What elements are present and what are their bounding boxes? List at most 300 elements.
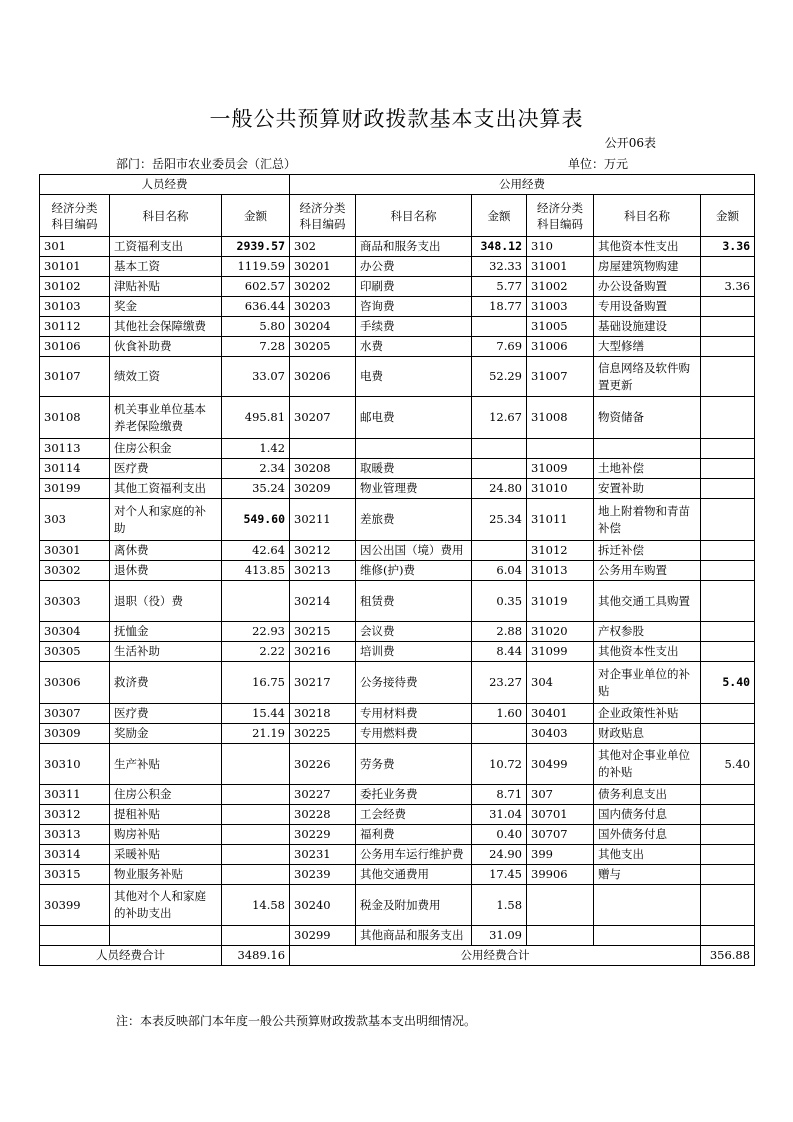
cell-subject-name: 产权参股 xyxy=(594,622,701,642)
table-row xyxy=(40,237,755,257)
cell-subject-name: 奖励金 xyxy=(110,724,222,744)
cell-econ-code: 31003 xyxy=(527,297,594,317)
cell-amount: 52.29 xyxy=(472,357,527,397)
table-row xyxy=(40,642,755,662)
cell-subject-name xyxy=(594,439,701,459)
cell-amount xyxy=(222,785,290,805)
cell-amount: 15.44 xyxy=(222,704,290,724)
cell-amount: 17.45 xyxy=(472,865,527,885)
public-total-label: 公用经费合计 xyxy=(290,946,701,966)
cell-subject-name: 抚恤金 xyxy=(110,622,222,642)
cell-econ-code: 30102 xyxy=(40,277,110,297)
cell-econ-code xyxy=(290,439,356,459)
cell-subject-name: 拆迁补偿 xyxy=(594,541,701,561)
cell-amount: 32.33 xyxy=(472,257,527,277)
cell-subject-name: 福利费 xyxy=(356,825,472,845)
cell-econ-code: 30229 xyxy=(290,825,356,845)
cell-subject-name: 机关事业单位基本养老保险缴费 xyxy=(110,397,222,439)
cell-subject-name: 其他工资福利支出 xyxy=(110,479,222,499)
cell-amount: 25.34 xyxy=(472,499,527,541)
cell-econ-code: 30207 xyxy=(290,397,356,439)
cell-econ-code: 31006 xyxy=(527,337,594,357)
cell-subject-name: 其他商品和服务支出 xyxy=(356,926,472,946)
cell-amount: 348.12 xyxy=(472,237,527,257)
cell-subject-name: 医疗费 xyxy=(110,459,222,479)
cell-amount xyxy=(222,926,290,946)
cell-econ-code: 399 xyxy=(527,845,594,865)
cell-amount: 5.40 xyxy=(701,744,755,785)
cell-econ-code: 30101 xyxy=(40,257,110,277)
cell-econ-code: 30299 xyxy=(290,926,356,946)
cell-subject-name: 土地补偿 xyxy=(594,459,701,479)
cell-econ-code: 30213 xyxy=(290,561,356,581)
cell-subject-name: 住房公积金 xyxy=(110,785,222,805)
cell-econ-code: 30311 xyxy=(40,785,110,805)
cell-amount xyxy=(222,744,290,785)
cell-amount: 10.72 xyxy=(472,744,527,785)
cell-subject-name: 商品和服务支出 xyxy=(356,237,472,257)
cell-amount: 42.64 xyxy=(222,541,290,561)
cell-econ-code: 30310 xyxy=(40,744,110,785)
cell-amount: 7.69 xyxy=(472,337,527,357)
cell-amount xyxy=(701,724,755,744)
cell-subject-name: 差旅费 xyxy=(356,499,472,541)
cell-subject-name: 公务用车运行维护费 xyxy=(356,845,472,865)
cell-subject-name: 其他交通费用 xyxy=(356,865,472,885)
unit-label: 单位：万元 xyxy=(568,157,629,171)
cell-subject-name: 奖金 xyxy=(110,297,222,317)
cell-amount: 3.36 xyxy=(701,237,755,257)
cell-amount: 16.75 xyxy=(222,662,290,704)
cell-econ-code: 30114 xyxy=(40,459,110,479)
cell-subject-name: 离休费 xyxy=(110,541,222,561)
table-row xyxy=(40,541,755,561)
cell-subject-name: 国内债务付息 xyxy=(594,805,701,825)
cell-subject-name: 取暖费 xyxy=(356,459,472,479)
cell-amount: 1119.59 xyxy=(222,257,290,277)
cell-econ-code: 30204 xyxy=(290,317,356,337)
cell-amount xyxy=(701,845,755,865)
cell-econ-code: 304 xyxy=(527,662,594,704)
cell-amount xyxy=(701,865,755,885)
cell-subject-name: 培训费 xyxy=(356,642,472,662)
table-row xyxy=(40,744,755,785)
cell-subject-name: 大型修缮 xyxy=(594,337,701,357)
cell-econ-code: 30203 xyxy=(290,297,356,317)
cell-econ-code: 30315 xyxy=(40,865,110,885)
cell-subject-name: 工会经费 xyxy=(356,805,472,825)
cell-econ-code: 30305 xyxy=(40,642,110,662)
cell-econ-code: 30209 xyxy=(290,479,356,499)
cell-econ-code: 31099 xyxy=(527,642,594,662)
cell-subject-name: 债务利息支出 xyxy=(594,785,701,805)
cell-subject-name: 税金及附加费用 xyxy=(356,885,472,926)
cell-amount: 6.04 xyxy=(472,561,527,581)
cell-econ-code: 30225 xyxy=(290,724,356,744)
cell-amount xyxy=(701,541,755,561)
cell-subject-name xyxy=(594,926,701,946)
cell-econ-code: 30701 xyxy=(527,805,594,825)
cell-amount: 2.34 xyxy=(222,459,290,479)
cell-subject-name: 专用燃料费 xyxy=(356,724,472,744)
cell-subject-name: 生活补助 xyxy=(110,642,222,662)
cell-econ-code: 30217 xyxy=(290,662,356,704)
cell-econ-code: 30312 xyxy=(40,805,110,825)
cell-amount: 5.77 xyxy=(472,277,527,297)
cell-amount: 1.58 xyxy=(472,885,527,926)
cell-subject-name: 救济费 xyxy=(110,662,222,704)
totals-row xyxy=(40,946,755,966)
cell-econ-code: 30401 xyxy=(527,704,594,724)
cell-econ-code: 31002 xyxy=(527,277,594,297)
col-subject-name: 科目名称 xyxy=(110,195,222,237)
cell-amount xyxy=(472,317,527,337)
table-row xyxy=(40,397,755,439)
cell-econ-code: 30218 xyxy=(290,704,356,724)
cell-subject-name: 其他资本性支出 xyxy=(594,237,701,257)
cell-subject-name: 安置补助 xyxy=(594,479,701,499)
public-header: 公用经费 xyxy=(290,175,755,195)
cell-econ-code: 30112 xyxy=(40,317,110,337)
cell-amount: 18.77 xyxy=(472,297,527,317)
cell-amount xyxy=(701,581,755,622)
cell-amount xyxy=(701,297,755,317)
cell-subject-name: 赠与 xyxy=(594,865,701,885)
cell-econ-code: 30212 xyxy=(290,541,356,561)
cell-econ-code: 30226 xyxy=(290,744,356,785)
public-total-value: 356.88 xyxy=(701,946,755,966)
cell-amount: 14.58 xyxy=(222,885,290,926)
cell-econ-code: 30240 xyxy=(290,885,356,926)
cell-subject-name: 专用材料费 xyxy=(356,704,472,724)
cell-econ-code: 31020 xyxy=(527,622,594,642)
cell-subject-name: 其他资本性支出 xyxy=(594,642,701,662)
column-header-row xyxy=(40,195,755,237)
cell-amount xyxy=(472,459,527,479)
cell-amount: 24.80 xyxy=(472,479,527,499)
cell-amount: 636.44 xyxy=(222,297,290,317)
cell-amount xyxy=(472,439,527,459)
cell-subject-name: 津贴补贴 xyxy=(110,277,222,297)
cell-econ-code: 31011 xyxy=(527,499,594,541)
table-row xyxy=(40,825,755,845)
cell-subject-name: 因公出国（境）费用 xyxy=(356,541,472,561)
cell-econ-code: 30301 xyxy=(40,541,110,561)
cell-amount: 1.42 xyxy=(222,439,290,459)
cell-amount xyxy=(701,825,755,845)
cell-econ-code: 30306 xyxy=(40,662,110,704)
table-row xyxy=(40,865,755,885)
cell-amount: 495.81 xyxy=(222,397,290,439)
col-econ-code: 经济分类 科目编码 xyxy=(40,195,110,237)
cell-econ-code: 31010 xyxy=(527,479,594,499)
cell-econ-code: 30113 xyxy=(40,439,110,459)
cell-subject-name: 绩效工资 xyxy=(110,357,222,397)
cell-subject-name: 医疗费 xyxy=(110,704,222,724)
department-label: 部门：岳阳市农业委员会（汇总） xyxy=(116,157,297,171)
table-row xyxy=(40,724,755,744)
cell-econ-code: 30239 xyxy=(290,865,356,885)
table-code: 公开06表 xyxy=(604,136,656,150)
table-row xyxy=(40,459,755,479)
cell-subject-name: 生产补贴 xyxy=(110,744,222,785)
cell-subject-name: 企业政策性补贴 xyxy=(594,704,701,724)
cell-subject-name: 财政贴息 xyxy=(594,724,701,744)
cell-amount: 5.80 xyxy=(222,317,290,337)
cell-amount: 5.40 xyxy=(701,662,755,704)
cell-amount: 12.67 xyxy=(472,397,527,439)
cell-econ-code: 30228 xyxy=(290,805,356,825)
cell-amount: 7.28 xyxy=(222,337,290,357)
col-subject-name: 科目名称 xyxy=(356,195,472,237)
cell-econ-code: 30211 xyxy=(290,499,356,541)
cell-amount xyxy=(701,885,755,926)
cell-subject-name: 办公设备购置 xyxy=(594,277,701,297)
cell-subject-name: 水费 xyxy=(356,337,472,357)
cell-econ-code: 31008 xyxy=(527,397,594,439)
cell-amount xyxy=(701,317,755,337)
cell-amount xyxy=(222,805,290,825)
col-econ-code: 经济分类 科目编码 xyxy=(290,195,356,237)
cell-subject-name: 咨询费 xyxy=(356,297,472,317)
cell-amount: 2.88 xyxy=(472,622,527,642)
cell-subject-name: 基本工资 xyxy=(110,257,222,277)
cell-subject-name xyxy=(110,926,222,946)
cell-subject-name: 退职（役）费 xyxy=(110,581,222,622)
cell-subject-name: 房屋建筑物购建 xyxy=(594,257,701,277)
cell-amount xyxy=(701,926,755,946)
cell-subject-name: 伙食补助费 xyxy=(110,337,222,357)
cell-amount: 8.44 xyxy=(472,642,527,662)
cell-amount: 33.07 xyxy=(222,357,290,397)
cell-subject-name xyxy=(594,885,701,926)
cell-amount: 0.35 xyxy=(472,581,527,622)
cell-subject-name: 基础设施建设 xyxy=(594,317,701,337)
cell-amount xyxy=(222,825,290,845)
table-row xyxy=(40,317,755,337)
cell-econ-code: 301 xyxy=(40,237,110,257)
cell-amount: 3.36 xyxy=(701,277,755,297)
cell-econ-code: 30103 xyxy=(40,297,110,317)
table-row xyxy=(40,439,755,459)
cell-subject-name: 公务接待费 xyxy=(356,662,472,704)
cell-econ-code: 31005 xyxy=(527,317,594,337)
cell-amount xyxy=(701,459,755,479)
cell-econ-code: 30216 xyxy=(290,642,356,662)
cell-econ-code: 30215 xyxy=(290,622,356,642)
cell-subject-name: 电费 xyxy=(356,357,472,397)
cell-subject-name: 维修(护)费 xyxy=(356,561,472,581)
cell-econ-code: 30108 xyxy=(40,397,110,439)
cell-econ-code xyxy=(527,439,594,459)
cell-econ-code: 30214 xyxy=(290,581,356,622)
table-row xyxy=(40,479,755,499)
table-row xyxy=(40,257,755,277)
personnel-header: 人员经费 xyxy=(40,175,290,195)
cell-amount: 0.40 xyxy=(472,825,527,845)
cell-subject-name: 手续费 xyxy=(356,317,472,337)
page-title: 一般公共预算财政拨款基本支出决算表 xyxy=(209,107,584,131)
cell-amount: 549.60 xyxy=(222,499,290,541)
cell-amount xyxy=(701,561,755,581)
cell-subject-name: 对个人和家庭的补助 xyxy=(110,499,222,541)
cell-amount xyxy=(701,439,755,459)
cell-amount xyxy=(701,357,755,397)
cell-amount xyxy=(701,642,755,662)
cell-subject-name: 物资储备 xyxy=(594,397,701,439)
table-row xyxy=(40,581,755,622)
table-row xyxy=(40,885,755,926)
col-amount: 金额 xyxy=(222,195,290,237)
cell-econ-code: 30199 xyxy=(40,479,110,499)
cell-amount xyxy=(701,704,755,724)
cell-subject-name: 其他社会保障缴费 xyxy=(110,317,222,337)
cell-econ-code: 31019 xyxy=(527,581,594,622)
col-amount: 金额 xyxy=(472,195,527,237)
cell-subject-name: 公务用车购置 xyxy=(594,561,701,581)
cell-subject-name xyxy=(356,439,472,459)
cell-amount xyxy=(701,622,755,642)
cell-subject-name: 物业管理费 xyxy=(356,479,472,499)
cell-econ-code: 30231 xyxy=(290,845,356,865)
cell-econ-code: 302 xyxy=(290,237,356,257)
cell-subject-name: 信息网络及软件购置更新 xyxy=(594,357,701,397)
table-row xyxy=(40,499,755,541)
cell-econ-code: 30499 xyxy=(527,744,594,785)
cell-subject-name: 印刷费 xyxy=(356,277,472,297)
cell-subject-name: 邮电费 xyxy=(356,397,472,439)
cell-econ-code: 30314 xyxy=(40,845,110,865)
cell-econ-code: 30202 xyxy=(290,277,356,297)
cell-econ-code: 30106 xyxy=(40,337,110,357)
cell-subject-name: 其他对个人和家庭的补助支出 xyxy=(110,885,222,926)
cell-amount xyxy=(701,805,755,825)
col-econ-code: 经济分类 科目编码 xyxy=(527,195,594,237)
cell-econ-code: 30201 xyxy=(290,257,356,277)
cell-econ-code: 30307 xyxy=(40,704,110,724)
table-row xyxy=(40,357,755,397)
cell-econ-code: 31001 xyxy=(527,257,594,277)
cell-subject-name: 办公费 xyxy=(356,257,472,277)
cell-econ-code: 30107 xyxy=(40,357,110,397)
cell-econ-code: 303 xyxy=(40,499,110,541)
cell-subject-name: 住房公积金 xyxy=(110,439,222,459)
cell-econ-code: 307 xyxy=(527,785,594,805)
cell-subject-name: 其他对企事业单位的补贴 xyxy=(594,744,701,785)
cell-subject-name: 专用设备购置 xyxy=(594,297,701,317)
cell-subject-name: 劳务费 xyxy=(356,744,472,785)
cell-amount: 31.04 xyxy=(472,805,527,825)
table-row xyxy=(40,845,755,865)
cell-amount: 8.71 xyxy=(472,785,527,805)
cell-amount xyxy=(472,541,527,561)
cell-econ-code: 30707 xyxy=(527,825,594,845)
cell-econ-code: 30227 xyxy=(290,785,356,805)
cell-subject-name: 采暖补贴 xyxy=(110,845,222,865)
cell-econ-code: 30304 xyxy=(40,622,110,642)
cell-subject-name: 国外债务付息 xyxy=(594,825,701,845)
table-row xyxy=(40,277,755,297)
cell-subject-name: 租赁费 xyxy=(356,581,472,622)
cell-amount: 602.57 xyxy=(222,277,290,297)
cell-amount xyxy=(222,581,290,622)
cell-econ-code: 30302 xyxy=(40,561,110,581)
table-row xyxy=(40,561,755,581)
table-row xyxy=(40,805,755,825)
cell-subject-name: 退休费 xyxy=(110,561,222,581)
cell-econ-code: 30403 xyxy=(527,724,594,744)
cell-econ-code: 30399 xyxy=(40,885,110,926)
cell-econ-code xyxy=(40,926,110,946)
col-amount: 金额 xyxy=(701,195,755,237)
cell-amount: 2939.57 xyxy=(222,237,290,257)
expenditure-table xyxy=(39,174,755,966)
cell-amount: 1.60 xyxy=(472,704,527,724)
cell-subject-name: 委托业务费 xyxy=(356,785,472,805)
cell-amount xyxy=(222,865,290,885)
cell-amount: 21.19 xyxy=(222,724,290,744)
personnel-total-value: 3489.16 xyxy=(222,946,290,966)
cell-econ-code: 30303 xyxy=(40,581,110,622)
cell-econ-code: 30313 xyxy=(40,825,110,845)
table-row xyxy=(40,297,755,317)
cell-amount: 24.90 xyxy=(472,845,527,865)
cell-amount xyxy=(701,499,755,541)
footnote: 注：本表反映部门本年度一般公共预算财政拨款基本支出明细情况。 xyxy=(116,1014,477,1028)
cell-econ-code: 30205 xyxy=(290,337,356,357)
cell-econ-code: 30206 xyxy=(290,357,356,397)
cell-amount: 35.24 xyxy=(222,479,290,499)
cell-amount xyxy=(472,724,527,744)
table-row xyxy=(40,926,755,946)
personnel-total-label: 人员经费合计 xyxy=(40,946,222,966)
cell-amount xyxy=(701,785,755,805)
cell-amount: 413.85 xyxy=(222,561,290,581)
cell-subject-name: 其他交通工具购置 xyxy=(594,581,701,622)
cell-subject-name: 购房补贴 xyxy=(110,825,222,845)
table-row xyxy=(40,622,755,642)
cell-subject-name: 提租补贴 xyxy=(110,805,222,825)
cell-amount xyxy=(701,257,755,277)
cell-subject-name: 地上附着物和青苗补偿 xyxy=(594,499,701,541)
col-subject-name: 科目名称 xyxy=(594,195,701,237)
cell-amount xyxy=(701,479,755,499)
cell-subject-name: 物业服务补贴 xyxy=(110,865,222,885)
cell-subject-name: 工资福利支出 xyxy=(110,237,222,257)
cell-econ-code: 31012 xyxy=(527,541,594,561)
cell-econ-code: 310 xyxy=(527,237,594,257)
table-row xyxy=(40,704,755,724)
table-row xyxy=(40,785,755,805)
table-row xyxy=(40,337,755,357)
cell-amount: 2.22 xyxy=(222,642,290,662)
cell-econ-code xyxy=(527,926,594,946)
cell-amount xyxy=(701,337,755,357)
cell-subject-name: 会议费 xyxy=(356,622,472,642)
cell-amount: 23.27 xyxy=(472,662,527,704)
cell-econ-code: 31013 xyxy=(527,561,594,581)
cell-amount: 22.93 xyxy=(222,622,290,642)
cell-econ-code: 31009 xyxy=(527,459,594,479)
cell-amount: 31.09 xyxy=(472,926,527,946)
cell-amount xyxy=(701,397,755,439)
cell-econ-code: 30309 xyxy=(40,724,110,744)
cell-econ-code xyxy=(527,885,594,926)
cell-subject-name: 其他支出 xyxy=(594,845,701,865)
cell-econ-code: 31007 xyxy=(527,357,594,397)
cell-amount xyxy=(222,845,290,865)
cell-econ-code: 39906 xyxy=(527,865,594,885)
